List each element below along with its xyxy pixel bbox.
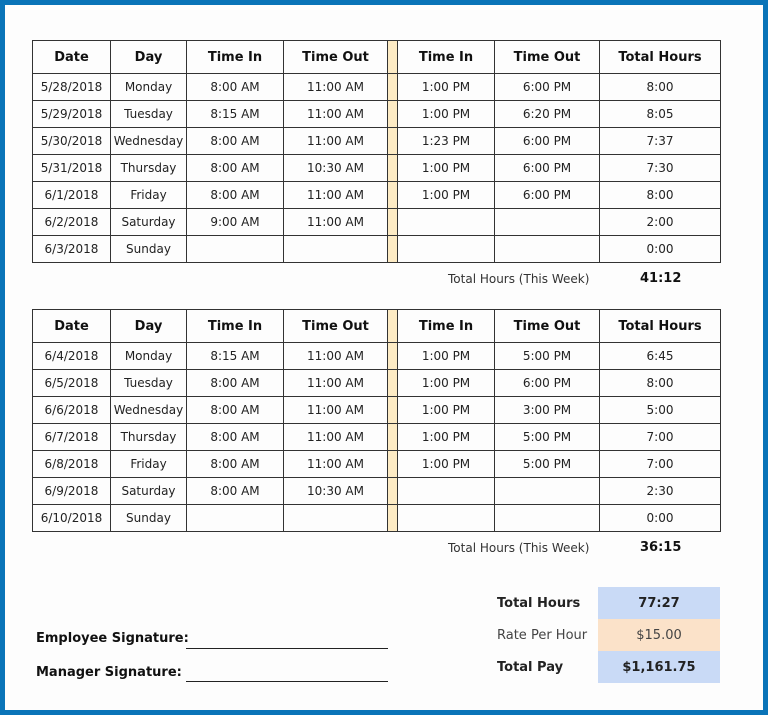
- lunch-separator: [388, 424, 398, 451]
- date-cell[interactable]: 6/10/2018: [33, 505, 111, 532]
- date-cell[interactable]: 5/28/2018: [33, 74, 111, 101]
- total-hours-cell[interactable]: 7:00: [600, 424, 721, 451]
- col-total-hours: Total Hours: [600, 41, 721, 74]
- table-row: [33, 424, 721, 451]
- day-cell[interactable]: Saturday: [111, 478, 187, 505]
- manager-signature-line[interactable]: [186, 681, 388, 682]
- manager-signature-label: Manager Signature:: [36, 665, 182, 680]
- week1-timesheet-table: [32, 40, 721, 263]
- total-hours-cell[interactable]: 7:00: [600, 451, 721, 478]
- lunch-separator: [388, 41, 398, 74]
- time-out-am-cell[interactable]: [284, 236, 388, 263]
- time-in-pm-cell[interactable]: 1:00 PM: [398, 101, 495, 128]
- employee-signature-label: Employee Signature:: [36, 631, 189, 646]
- table-row: [33, 343, 721, 370]
- total-hours-cell[interactable]: 8:00: [600, 74, 721, 101]
- day-cell[interactable]: Tuesday: [111, 101, 187, 128]
- time-out-pm-cell[interactable]: [495, 209, 600, 236]
- table-row: [33, 155, 721, 182]
- day-cell[interactable]: Thursday: [111, 424, 187, 451]
- day-cell[interactable]: Sunday: [111, 505, 187, 532]
- summary-rate-value: $15.00: [598, 619, 720, 651]
- time-in-pm-cell[interactable]: [398, 505, 495, 532]
- col-date: Date: [33, 310, 111, 343]
- time-in-pm-cell[interactable]: 1:00 PM: [398, 74, 495, 101]
- time-in-pm-cell[interactable]: 1:00 PM: [398, 397, 495, 424]
- time-in-am-cell[interactable]: 8:00 AM: [187, 155, 284, 182]
- week2-total-value: 36:15: [640, 540, 682, 555]
- table-row: [33, 370, 721, 397]
- time-out-am-cell[interactable]: 11:00 AM: [284, 74, 388, 101]
- time-in-am-cell[interactable]: [187, 236, 284, 263]
- total-hours-cell[interactable]: 8:00: [600, 182, 721, 209]
- time-out-pm-cell[interactable]: 6:00 PM: [495, 155, 600, 182]
- time-in-pm-cell[interactable]: 1:00 PM: [398, 451, 495, 478]
- time-out-pm-cell[interactable]: 5:00 PM: [495, 343, 600, 370]
- total-hours-cell[interactable]: 5:00: [600, 397, 721, 424]
- time-out-am-cell[interactable]: 11:00 AM: [284, 397, 388, 424]
- total-hours-cell[interactable]: 2:30: [600, 478, 721, 505]
- col-day: Day: [111, 41, 187, 74]
- time-out-am-cell[interactable]: 11:00 AM: [284, 182, 388, 209]
- col-date: Date: [33, 41, 111, 74]
- time-out-am-cell[interactable]: 11:00 AM: [284, 343, 388, 370]
- day-cell[interactable]: Monday: [111, 74, 187, 101]
- pay-summary: [480, 587, 720, 683]
- table-row: [33, 236, 721, 263]
- col-time-in-am: Time In: [187, 41, 284, 74]
- total-hours-cell[interactable]: 7:37: [600, 128, 721, 155]
- day-cell[interactable]: Sunday: [111, 236, 187, 263]
- total-hours-cell[interactable]: 8:00: [600, 370, 721, 397]
- time-out-am-cell[interactable]: 11:00 AM: [284, 128, 388, 155]
- time-in-pm-cell[interactable]: 1:00 PM: [398, 343, 495, 370]
- header-row: [33, 41, 721, 74]
- employee-signature-line[interactable]: [186, 648, 388, 649]
- lunch-separator: [388, 478, 398, 505]
- time-in-pm-cell[interactable]: 1:00 PM: [398, 424, 495, 451]
- time-in-pm-cell[interactable]: [398, 236, 495, 263]
- summary-total-hours-label: Total Hours: [497, 595, 581, 611]
- col-day: Day: [111, 310, 187, 343]
- total-hours-cell[interactable]: 6:45: [600, 343, 721, 370]
- table-row: [33, 74, 721, 101]
- time-in-am-cell[interactable]: 8:00 AM: [187, 128, 284, 155]
- time-in-am-cell[interactable]: 8:00 AM: [187, 182, 284, 209]
- total-hours-cell[interactable]: 0:00: [600, 505, 721, 532]
- date-cell[interactable]: 6/6/2018: [33, 397, 111, 424]
- lunch-separator: [388, 310, 398, 343]
- table-row: [33, 397, 721, 424]
- day-cell[interactable]: Wednesday: [111, 128, 187, 155]
- time-in-pm-cell[interactable]: 1:00 PM: [398, 370, 495, 397]
- time-out-pm-cell[interactable]: 6:00 PM: [495, 74, 600, 101]
- time-in-pm-cell[interactable]: [398, 478, 495, 505]
- date-cell[interactable]: 6/3/2018: [33, 236, 111, 263]
- lunch-separator: [388, 155, 398, 182]
- lunch-separator: [388, 182, 398, 209]
- time-out-am-cell[interactable]: 11:00 AM: [284, 209, 388, 236]
- week2-timesheet-table: [32, 309, 721, 532]
- col-time-out-pm: Time Out: [495, 41, 600, 74]
- total-hours-cell[interactable]: 7:30: [600, 155, 721, 182]
- lunch-separator: [388, 397, 398, 424]
- time-out-am-cell[interactable]: 10:30 AM: [284, 155, 388, 182]
- day-cell[interactable]: Saturday: [111, 209, 187, 236]
- col-time-in-pm: Time In: [398, 310, 495, 343]
- summary-total-pay-label: Total Pay: [497, 659, 564, 675]
- time-in-am-cell[interactable]: 8:15 AM: [187, 101, 284, 128]
- summary-rate-row: [480, 619, 720, 651]
- table-row: [33, 209, 721, 236]
- table-row: [33, 505, 721, 532]
- time-out-pm-cell[interactable]: 6:20 PM: [495, 101, 600, 128]
- time-out-am-cell[interactable]: 11:00 AM: [284, 424, 388, 451]
- col-time-out-pm: Time Out: [495, 310, 600, 343]
- date-cell[interactable]: 5/30/2018: [33, 128, 111, 155]
- time-out-pm-cell[interactable]: 6:00 PM: [495, 182, 600, 209]
- time-in-am-cell[interactable]: 8:00 AM: [187, 478, 284, 505]
- col-time-in-am: Time In: [187, 310, 284, 343]
- col-time-in-pm: Time In: [398, 41, 495, 74]
- week1-total-value: 41:12: [640, 271, 682, 286]
- time-in-pm-cell[interactable]: 1:00 PM: [398, 182, 495, 209]
- week1-total-label: Total Hours (This Week): [448, 272, 590, 286]
- day-cell[interactable]: Monday: [111, 343, 187, 370]
- lunch-separator: [388, 236, 398, 263]
- header-row: [33, 310, 721, 343]
- table-row: [33, 128, 721, 155]
- time-out-am-cell[interactable]: [284, 505, 388, 532]
- lunch-separator: [388, 209, 398, 236]
- day-cell[interactable]: Tuesday: [111, 370, 187, 397]
- date-cell[interactable]: 6/7/2018: [33, 424, 111, 451]
- day-cell[interactable]: Thursday: [111, 155, 187, 182]
- time-in-am-cell[interactable]: 8:15 AM: [187, 343, 284, 370]
- week2-total-label: Total Hours (This Week): [448, 541, 590, 555]
- lunch-separator: [388, 128, 398, 155]
- date-cell[interactable]: 5/31/2018: [33, 155, 111, 182]
- table-row: [33, 182, 721, 209]
- lunch-separator: [388, 370, 398, 397]
- date-cell[interactable]: 6/9/2018: [33, 478, 111, 505]
- time-out-am-cell[interactable]: 11:00 AM: [284, 101, 388, 128]
- lunch-separator: [388, 74, 398, 101]
- time-out-pm-cell[interactable]: [495, 478, 600, 505]
- date-cell[interactable]: 6/8/2018: [33, 451, 111, 478]
- day-cell[interactable]: Friday: [111, 182, 187, 209]
- time-out-am-cell[interactable]: 10:30 AM: [284, 478, 388, 505]
- time-out-am-cell[interactable]: 11:00 AM: [284, 370, 388, 397]
- table-row: [33, 478, 721, 505]
- time-in-pm-cell[interactable]: 1:00 PM: [398, 155, 495, 182]
- time-out-pm-cell[interactable]: 6:00 PM: [495, 370, 600, 397]
- time-in-pm-cell[interactable]: 1:23 PM: [398, 128, 495, 155]
- time-in-am-cell[interactable]: 8:00 AM: [187, 397, 284, 424]
- time-in-pm-cell[interactable]: [398, 209, 495, 236]
- time-out-pm-cell[interactable]: [495, 236, 600, 263]
- lunch-separator: [388, 343, 398, 370]
- date-cell[interactable]: 5/29/2018: [33, 101, 111, 128]
- summary-total-pay-value: $1,161.75: [598, 651, 720, 683]
- time-in-am-cell[interactable]: [187, 505, 284, 532]
- time-out-am-cell[interactable]: 11:00 AM: [284, 451, 388, 478]
- col-time-out-am: Time Out: [284, 41, 388, 74]
- date-cell[interactable]: 6/5/2018: [33, 370, 111, 397]
- date-cell[interactable]: 6/2/2018: [33, 209, 111, 236]
- lunch-separator: [388, 101, 398, 128]
- summary-total-hours-row: [480, 587, 720, 619]
- col-total-hours: Total Hours: [600, 310, 721, 343]
- time-out-pm-cell[interactable]: [495, 505, 600, 532]
- lunch-separator: [388, 451, 398, 478]
- col-time-out-am: Time Out: [284, 310, 388, 343]
- time-out-pm-cell[interactable]: 5:00 PM: [495, 451, 600, 478]
- time-out-pm-cell[interactable]: 5:00 PM: [495, 424, 600, 451]
- time-in-am-cell[interactable]: 9:00 AM: [187, 209, 284, 236]
- total-hours-cell[interactable]: 2:00: [600, 209, 721, 236]
- total-hours-cell[interactable]: 8:05: [600, 101, 721, 128]
- time-in-am-cell[interactable]: 8:00 AM: [187, 451, 284, 478]
- time-in-am-cell[interactable]: 8:00 AM: [187, 424, 284, 451]
- lunch-separator: [388, 505, 398, 532]
- day-cell[interactable]: Wednesday: [111, 397, 187, 424]
- summary-total-pay-row: [480, 651, 720, 683]
- day-cell[interactable]: Friday: [111, 451, 187, 478]
- time-in-am-cell[interactable]: 8:00 AM: [187, 370, 284, 397]
- total-hours-cell[interactable]: 0:00: [600, 236, 721, 263]
- summary-rate-label: Rate Per Hour: [497, 627, 588, 643]
- time-out-pm-cell[interactable]: 3:00 PM: [495, 397, 600, 424]
- time-out-pm-cell[interactable]: 6:00 PM: [495, 128, 600, 155]
- date-cell[interactable]: 6/1/2018: [33, 182, 111, 209]
- time-in-am-cell[interactable]: 8:00 AM: [187, 74, 284, 101]
- table-row: [33, 101, 721, 128]
- table-row: [33, 451, 721, 478]
- date-cell[interactable]: 6/4/2018: [33, 343, 111, 370]
- summary-total-hours-value: 77:27: [598, 587, 720, 619]
